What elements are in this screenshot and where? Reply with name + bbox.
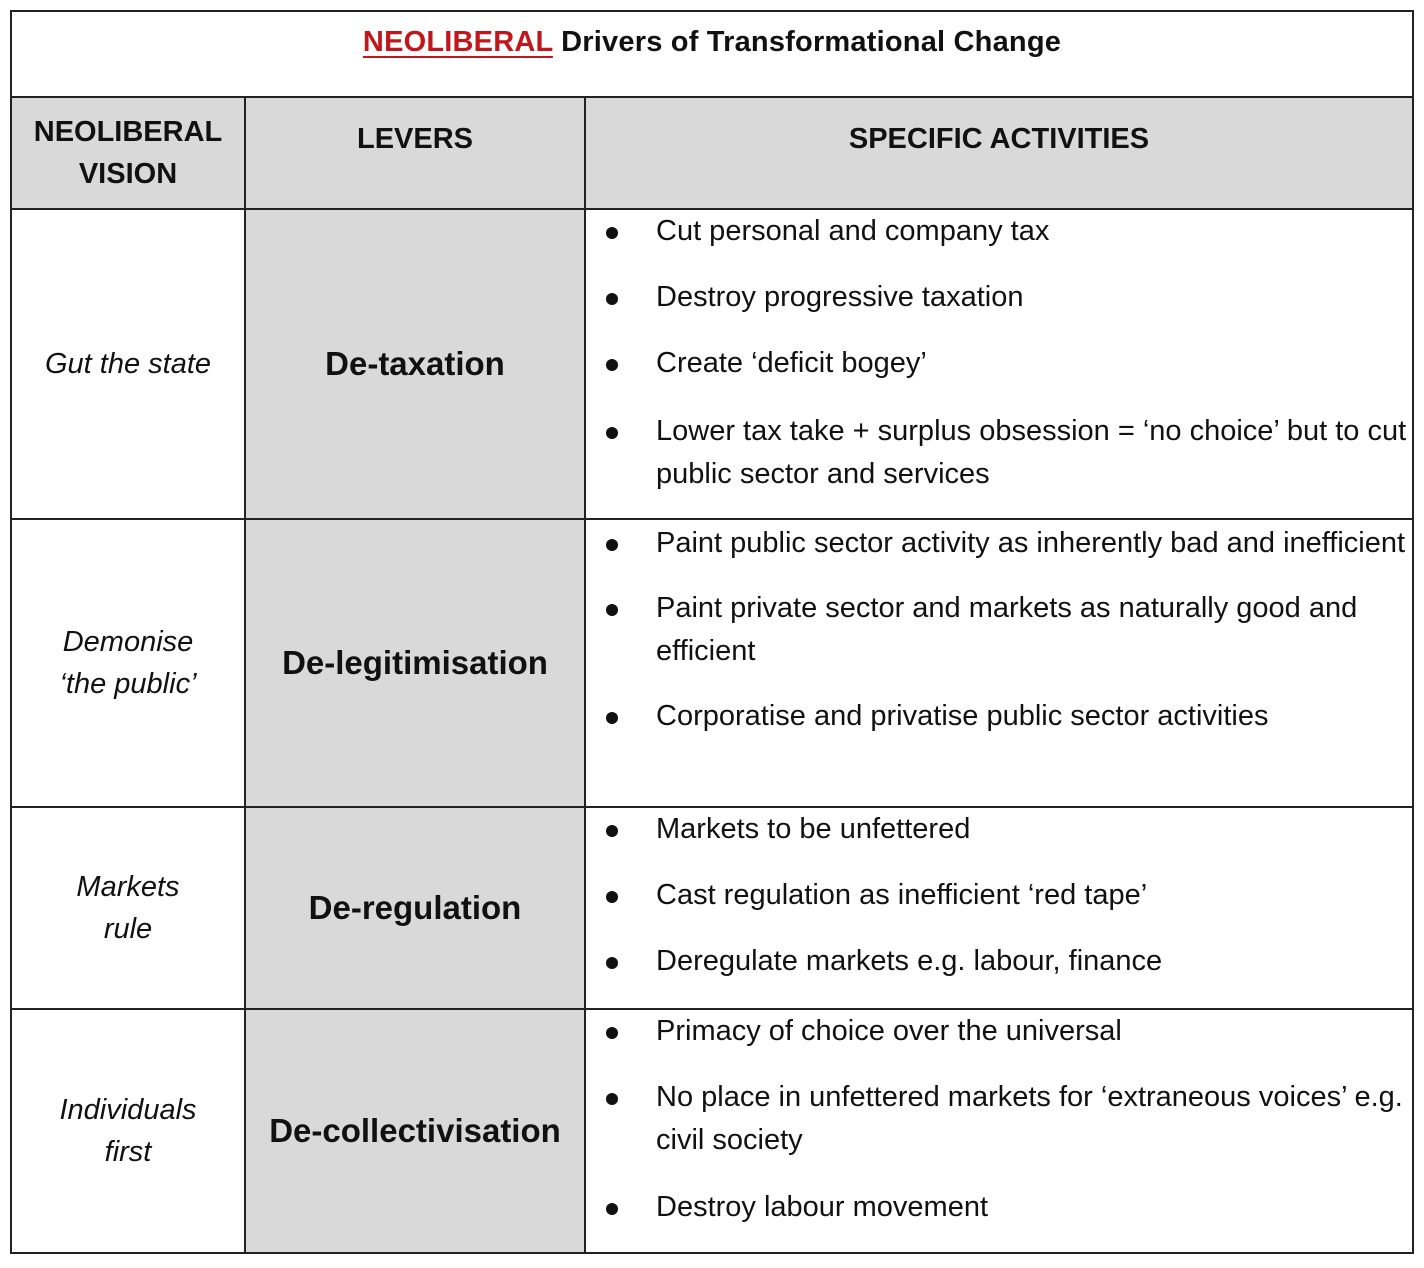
header-levers: LEVERS: [356, 123, 474, 155]
list-item: [586, 410, 1412, 496]
vision-cell: [12, 1010, 246, 1252]
title-rest: Drivers of Transformational Change: [552, 26, 1062, 58]
activity-text: Primacy of choice over the universal: [656, 1015, 1122, 1047]
activity-text: Corporatise and privatise public sector activities: [656, 700, 1269, 732]
table-row: [12, 1010, 1412, 1252]
list-item: [586, 808, 1412, 851]
bullet-icon: [606, 427, 618, 439]
list-item: [586, 695, 1412, 738]
list-item: [586, 522, 1412, 565]
list-item: [586, 342, 1412, 385]
vision-line2: rule: [103, 913, 153, 945]
header-vision-line2: VISION: [78, 158, 178, 190]
table-title-row: [12, 12, 1412, 98]
list-item: [586, 1076, 1412, 1162]
header-vision-cell: [12, 98, 246, 208]
table-row: [12, 520, 1412, 808]
vision-text: [59, 1089, 196, 1173]
lever-cell: [246, 808, 586, 1008]
list-item: [586, 874, 1412, 917]
lever-text: De-regulation: [308, 889, 522, 926]
lever-cell: [246, 1010, 586, 1252]
activities-list: [586, 808, 1412, 983]
lever-text: De-collectivisation: [269, 1112, 561, 1149]
bullet-icon: [606, 891, 618, 903]
vision-line1: Gut the state: [44, 348, 212, 380]
bullet-icon: [606, 293, 618, 305]
bullet-icon: [606, 604, 618, 616]
list-item: [586, 276, 1412, 319]
activity-text: Deregulate markets e.g. labour, finance: [656, 945, 1163, 977]
lever-text: De-taxation: [325, 345, 505, 382]
vision-line1: Demonise: [62, 626, 194, 658]
list-item: [586, 210, 1412, 253]
vision-line2: first: [104, 1136, 152, 1168]
title-accent-word: NEOLIBERAL: [362, 26, 553, 58]
activity-text: Cut personal and company tax: [656, 215, 1050, 247]
header-row: [12, 98, 1412, 210]
table-row: [12, 808, 1412, 1010]
bullet-icon: [606, 359, 618, 371]
activity-text: Destroy progressive taxation: [656, 281, 1024, 313]
bullet-icon: [606, 712, 618, 724]
activities-cell: [586, 520, 1412, 806]
bullet-icon: [606, 957, 618, 969]
activities-list: [586, 1010, 1412, 1229]
lever-cell: [246, 520, 586, 806]
lever-text: De-legitimisation: [282, 644, 548, 681]
activities-cell: [586, 210, 1412, 518]
header-levers-cell: [246, 98, 586, 208]
bullet-icon: [606, 539, 618, 551]
vision-cell: [12, 808, 246, 1008]
activity-text: Cast regulation as inefficient ‘red tape’: [656, 879, 1148, 911]
table-row: [12, 210, 1412, 520]
vision-text: [76, 866, 179, 950]
lever-cell: [246, 210, 586, 518]
activity-text: Paint private sector and markets as naturally good and efficient: [656, 592, 1358, 667]
bullet-icon: [606, 227, 618, 239]
list-item: [586, 1186, 1412, 1229]
list-item: [586, 1010, 1412, 1053]
bullet-icon: [606, 1203, 618, 1215]
activity-text: Markets to be unfettered: [656, 813, 971, 845]
list-item: [586, 587, 1412, 673]
vision-text: [59, 621, 196, 705]
vision-cell: [12, 520, 246, 806]
table-title: [363, 26, 1061, 59]
vision-line1: Markets: [76, 871, 180, 903]
activity-text: Create ‘deficit bogey’: [656, 347, 927, 379]
header-activities-cell: [586, 98, 1412, 208]
bullet-icon: [606, 1093, 618, 1105]
activities-cell: [586, 808, 1412, 1008]
activities-list: [586, 522, 1412, 738]
vision-line1: Individuals: [59, 1094, 197, 1126]
list-item: [586, 940, 1412, 983]
header-vision-line1: NEOLIBERAL: [33, 116, 223, 148]
neoliberal-drivers-table: [10, 10, 1414, 1254]
vision-line2: ‘the public’: [59, 668, 197, 700]
header-activities: SPECIFIC ACTIVITIES: [848, 123, 1150, 155]
activity-text: Destroy labour movement: [656, 1191, 989, 1223]
activities-cell: [586, 1010, 1412, 1252]
bullet-icon: [606, 825, 618, 837]
header-vision: [34, 111, 223, 195]
activity-text: No place in unfettered markets for ‘extraneous voices’ e.g. civil society: [656, 1081, 1403, 1156]
vision-cell: [12, 210, 246, 518]
activity-text: Paint public sector activity as inherently bad and inefficient: [656, 527, 1406, 559]
activities-list: [586, 210, 1412, 496]
vision-text: [45, 343, 211, 385]
bullet-icon: [606, 1027, 618, 1039]
activity-text: Lower tax take + surplus obsession = ‘no choice’ but to cut public sector and services: [656, 415, 1407, 490]
